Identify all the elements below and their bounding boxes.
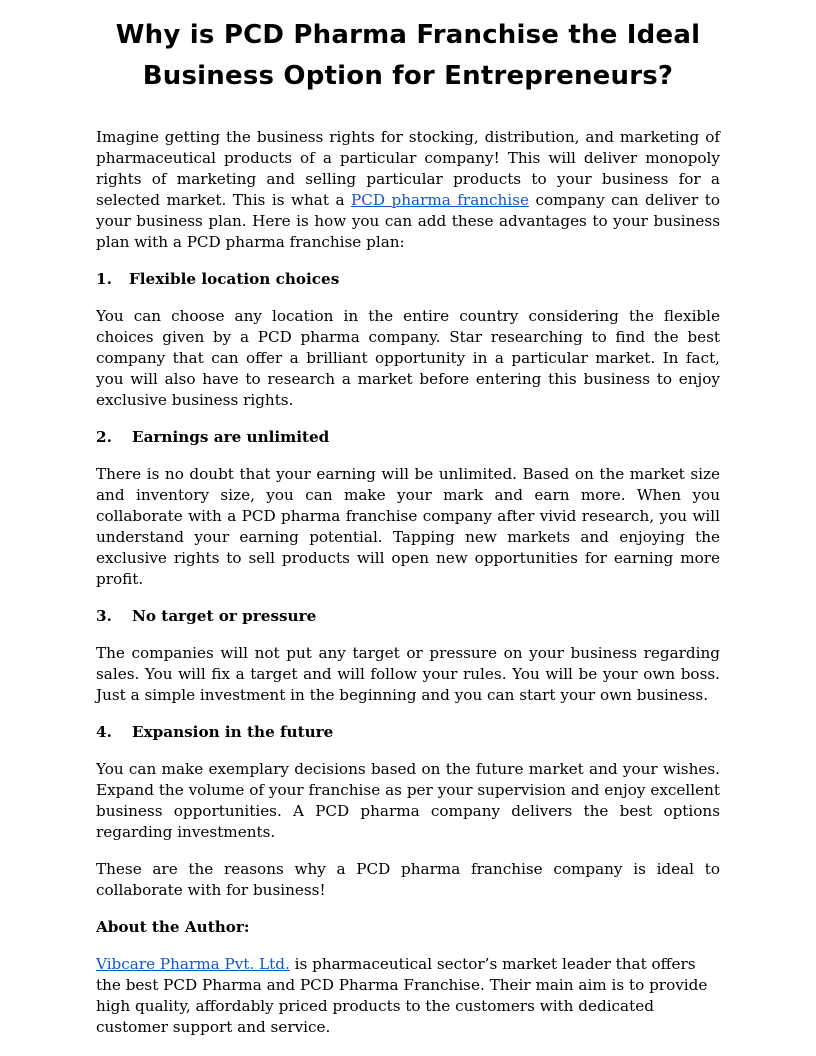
section-number: 3.	[96, 607, 112, 625]
title-line-2: Business Option for Entrepreneurs?	[142, 61, 674, 91]
section-body-2: There is no doubt that your earning will be unlimited. Based on the market size and inventory size, you can make your mark and earn more. When you collaborate with a PCD pharma franchise company after vivid research, you will understand your earning potential. Tapping new markets and enjoying the exclusive rights to sell products will open new opportunities for earning more profit.	[96, 465, 720, 588]
intro-text-start: Imagine getting the business rights for stocking, distribution, and marketing of pharmaceutical products of a particular company! This will deliver monopoly rights of marketing and selling particular products to your business for a selected market. This is what a	[96, 128, 720, 209]
section-body-4: You can make exemplary decisions based on the future market and your wishes. Expand the volume of your franchise as per your supervision and enjoy excellent business opportunities. A PCD pharma company delivers the best options regarding investments.	[96, 760, 720, 841]
author-paragraph	[96, 954, 720, 1038]
section-title: Flexible location choices	[129, 270, 340, 288]
pcd-pharma-franchise-link[interactable]: PCD pharma franchise	[351, 191, 529, 209]
section-title: No target or pressure	[132, 607, 317, 625]
intro-paragraph	[96, 127, 720, 253]
section-body-3: The companies will not put any target or pressure on your business regarding sales. You will fix a target and will follow your rules. You will be your own boss. Just a simple investment in the beginning and you can start your own business.	[96, 644, 720, 704]
section-title: Earnings are unlimited	[132, 428, 330, 446]
document-page	[96, 0, 720, 1038]
about-author-heading: About the Author:	[96, 918, 250, 936]
section-heading-1	[96, 269, 720, 290]
section-heading-2	[96, 427, 720, 448]
intro-text-end: company can deliver to your business plan. Here is how you can add these advantages to your business plan with a PCD pharma franchise plan:	[96, 191, 721, 251]
page-title	[72, 15, 744, 97]
section-title: Expansion in the future	[132, 723, 334, 741]
author-text: is pharmaceutical sector’s market leader that offers the best PCD Pharma and PCD Pharma Franchise. Their main aim is to provide high quality, affordably priced products to the customers with dedicated customer support and service.	[96, 955, 708, 1036]
section-number: 4.	[96, 723, 112, 741]
title-line-1: Why is PCD Pharma Franchise the Ideal	[115, 20, 701, 50]
section-number: 2.	[96, 428, 112, 446]
vibcare-pharma-link[interactable]: Vibcare Pharma Pvt. Ltd.	[96, 955, 290, 973]
section-heading-4	[96, 722, 720, 743]
section-body-1: You can choose any location in the entire country considering the flexible choices given by a PCD pharma company. Star researching to find the best company that can offer a brilliant opportunity in a particular market. In fact, you will also have to research a market before entering this business to enjoy exclusive business rights.	[96, 307, 720, 409]
section-heading-3	[96, 606, 720, 627]
conclusion-paragraph: These are the reasons why a PCD pharma franchise company is ideal to collaborate with for business!	[96, 860, 720, 899]
section-number: 1.	[96, 270, 112, 288]
spacer	[96, 843, 720, 859]
